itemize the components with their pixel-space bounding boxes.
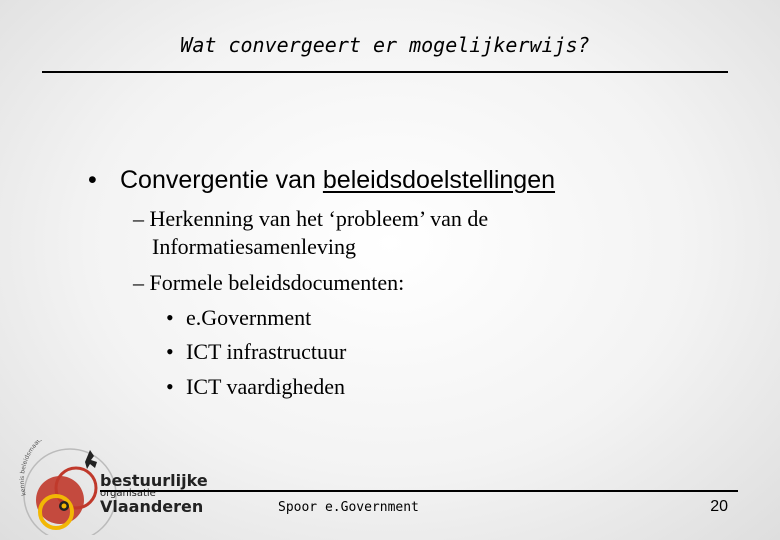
sub-item-2 xyxy=(133,270,404,296)
sub-item-dash: – xyxy=(133,206,144,231)
organisation-logo xyxy=(18,440,218,535)
logo-arc-text: kennis beleidsmaat xyxy=(18,440,42,497)
footer-label: Spoor e.Government xyxy=(278,500,419,515)
sub-sub-text: e.Government xyxy=(186,305,312,330)
page-number: 20 xyxy=(710,498,728,515)
slide-title: Wat convergeert er mogelijkerwijs? xyxy=(180,33,590,57)
logo-line-1: bestuurlijke xyxy=(100,471,208,490)
sub-item-1-continuation: Informatiesamenleving xyxy=(152,234,357,259)
sub-sub-bullet: • xyxy=(166,339,174,364)
sub-sub-bullet: • xyxy=(166,305,174,330)
sub-item-1 xyxy=(133,206,488,232)
sub-sub-item xyxy=(166,305,311,331)
sub-sub-item xyxy=(166,339,346,365)
bullet-underlined-term: beleidsdoelstellingen xyxy=(322,166,556,194)
sub-item-dash: – xyxy=(133,270,144,295)
bullet-symbol: • xyxy=(88,166,97,194)
sub-sub-text: ICT vaardigheden xyxy=(186,374,346,399)
footer-divider xyxy=(100,490,738,492)
sub-sub-bullet: • xyxy=(166,374,174,399)
logo-line-3: Vlaanderen xyxy=(100,497,204,516)
main-bullet xyxy=(88,166,555,195)
bullet-prefix: Convergentie van xyxy=(120,166,323,194)
sub-sub-text: ICT infrastructuur xyxy=(186,339,347,364)
logo-line-2: organisatie xyxy=(100,488,156,499)
title-divider xyxy=(42,71,728,73)
sub-sub-item xyxy=(166,374,345,400)
sub-item-text: Herkenning van het ‘probleem’ van de xyxy=(149,206,489,231)
sub-item-text: Formele beleidsdocumenten: xyxy=(149,270,405,295)
